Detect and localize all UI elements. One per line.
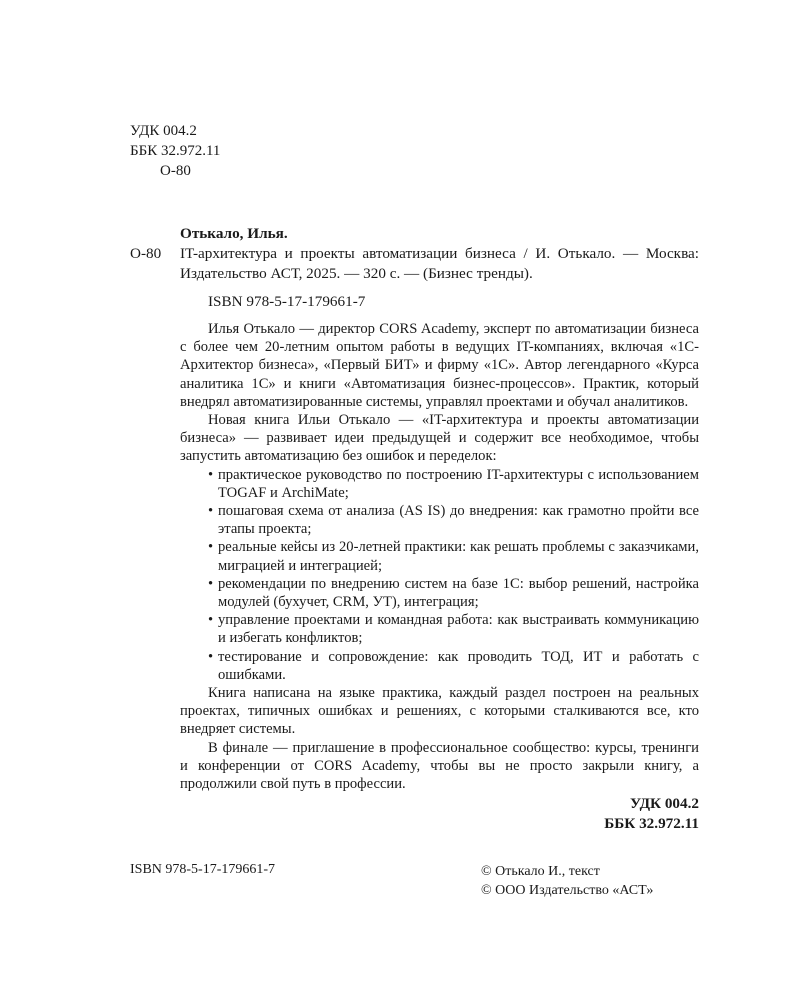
annotation-paragraph: Илья Отькало — директор CORS Academy, эксперт по автоматизации бизнеса с более чем 20-летним опытом работы в ведущих IT-компаниях, включая «1С-Архитектор бизнеса», «Первый БИТ» и фирму «1С». Автор легендарного «Курса аналитика 1С» и книги «Автоматизация бизнес-процессов». Практик, который внедрял автоматизированные системы, управлял проектами и обучал аналитиков. [180,321,699,410]
isbn-line: ISBN 978-5-17-179661-7 [208,293,366,310]
list-item: • управление проектами и командная работа: как выстраивать коммуникацию и избегать конфликтов; [208,611,699,647]
bibliographic-entry [130,224,699,834]
list-item: • рекомендации по внедрению систем на базе 1С: выбор решений, настройка модулей (бухучет, CRM, УТ), интеграция; [208,575,699,611]
author-name: Отькало, Илья. [180,225,288,242]
list-item: • практическое руководство по построению IT-архитектуры с использованием TOGAF и ArchiMate; [208,466,699,502]
copyright-publisher: © ООО Издательство «АСТ» [481,883,654,898]
bottom-isbn: ISBN 978-5-17-179661-7 [130,862,276,877]
udk-code: УДК 004.2 [130,123,197,139]
list-item: • пошаговая схема от анализа (AS IS) до внедрения: как грамотно пройти все этапы проекта; [208,502,699,538]
udk-code: УДК 004.2 [629,795,699,813]
annotation-paragraph: В финале — приглашение в профессиональное сообщество: курсы, тренинги и конференции от CORS Academy, чтобы вы не просто закрыли книгу, а продолжили свой путь в профессии. [180,739,699,793]
annotation [180,320,699,793]
copyright-block [481,862,653,900]
author-mark: О-80 [160,163,191,179]
list-item: • тестирование и сопровождение: как проводить ТОД, ИТ и работать с ошибками. [208,648,699,684]
annotation-paragraph: Новая книга Ильи Отькало — «IT-архитектура и проекты автоматизации бизнеса» — развивает идеи предыдущей и содержит все необходимое, чтобы запустить автоматизацию без ошибок и переделок: [180,412,699,465]
copyright-author: © Отькало И., текст [481,864,600,879]
bbk-code: ББК 32.972.11 [604,815,699,833]
bbk-code: ББК 32.972.11 [130,143,221,159]
book-description: IT-архитектура и проекты автоматизации бизнеса / И. Отькало. — Москва: Издательство АСТ, 2025. — 320 с. — (Бизнес тренды). [180,245,699,282]
side-author-mark: О-80 [130,245,162,262]
classification-codes [130,121,220,181]
annotation-paragraph: Книга написана на языке практика, каждый раздел построен на реальных проектах, типичных ошибках и решениях, с которыми сталкиваются все, кто внедряет системы. [180,685,699,738]
footer-codes [180,794,699,834]
feature-list [180,466,699,684]
list-item: • реальные кейсы из 20-летней практики: как решать проблемы с заказчиками, миграцией и интеграцией; [208,538,699,574]
